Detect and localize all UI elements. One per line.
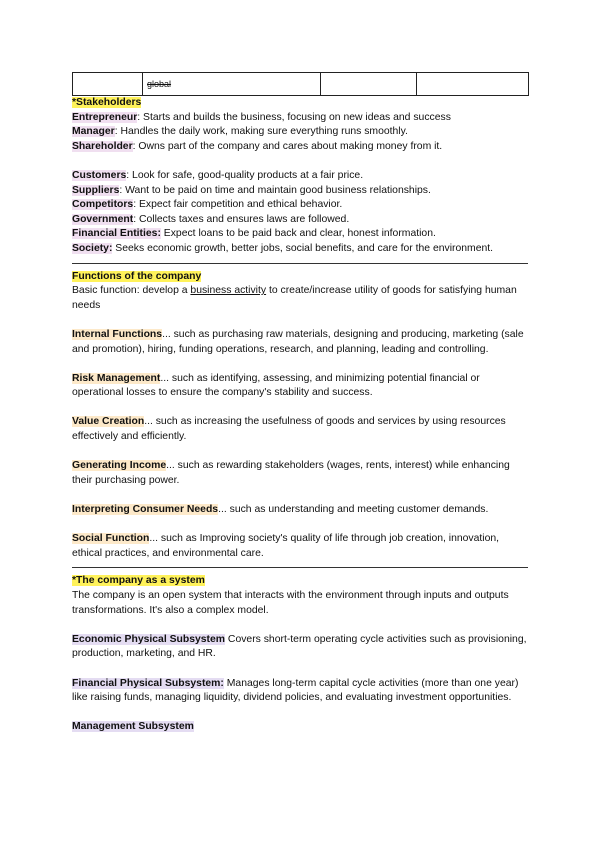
document-page (72, 72, 528, 735)
system-heading: *The company as a system (72, 575, 205, 587)
function-item: Interpreting Consumer Needs... such as understanding and meeting customer demands. (72, 504, 489, 516)
stakeholder-line: Shareholder: Owns part of the company and cares about making money from it. (72, 140, 443, 152)
table-cell (73, 73, 143, 96)
subsystem-item: Financial Physical Subsystem: Manages long-term capital cycle activities (more than one year) like raising funds, managing liquidity, dividend policies, and evaluating investment opportunities. (72, 677, 519, 704)
stakeholder-line: Government: Collects taxes and ensures laws are followed. (72, 213, 350, 225)
system-intro: The company is an open system that interacts with the environment through inputs and outputs transformations. It's also a complex model. (72, 590, 509, 616)
stakeholder-line: Suppliers: Want to be paid on time and maintain good business relationships. (72, 184, 431, 196)
header-table (72, 72, 529, 96)
subsystem-item: Management Subsystem (72, 721, 194, 733)
stakeholder-line: Society: Seeks economic growth, better jobs, social benefits, and care for the environment. (72, 242, 494, 254)
table-cell (417, 73, 529, 96)
stakeholder-line: Manager: Handles the daily work, making sure everything runs smoothly. (72, 126, 408, 138)
stakeholder-line: Entrepreneur: Starts and builds the business, focusing on new ideas and success (72, 111, 451, 123)
stakeholder-line: Customers: Look for safe, good-quality products at a fair price. (72, 169, 364, 181)
subsystem-item: Economic Physical Subsystem Covers short-term operating cycle activities such as provisioning, production, marketing, and HR. (72, 633, 527, 660)
function-item: Value Creation... such as increasing the usefulness of goods and services by using resources effectively and efficiently. (72, 416, 506, 443)
functions-heading: Functions of the company (72, 270, 202, 282)
function-item: Internal Functions... such as purchasing raw materials, designing and producing, marketing (sale and promotion), hiring, funding operations, research, and planning, leading and controlling. (72, 328, 524, 355)
business-activity-link[interactable]: business activity (190, 285, 267, 297)
basic-function-text: Basic function: develop a business activity to create/increase utility of goods for satisfying human needs (72, 285, 517, 311)
section-divider (72, 567, 528, 568)
stakeholder-line: Financial Entities: Expect loans to be paid back and clear, honest information. (72, 228, 436, 240)
table-row (73, 73, 529, 96)
function-item: Generating Income... such as rewarding stakeholders (wages, rents, interest) while enhancing their purchasing power. (72, 460, 510, 486)
section-divider (72, 263, 528, 264)
function-item: Risk Management... such as identifying, assessing, and minimizing potential financial or operational losses to ensure the company's stability and success. (72, 372, 480, 399)
table-cell (321, 73, 417, 96)
table-cell: global (143, 73, 321, 96)
stakeholder-line: Competitors: Expect fair competition and ethical behavior. (72, 199, 343, 211)
function-item: Social Function... such as Improving society's quality of life through job creation, innovation, ethical practices, and environmental care. (72, 533, 500, 559)
stakeholders-heading: *Stakeholders (72, 97, 142, 108)
